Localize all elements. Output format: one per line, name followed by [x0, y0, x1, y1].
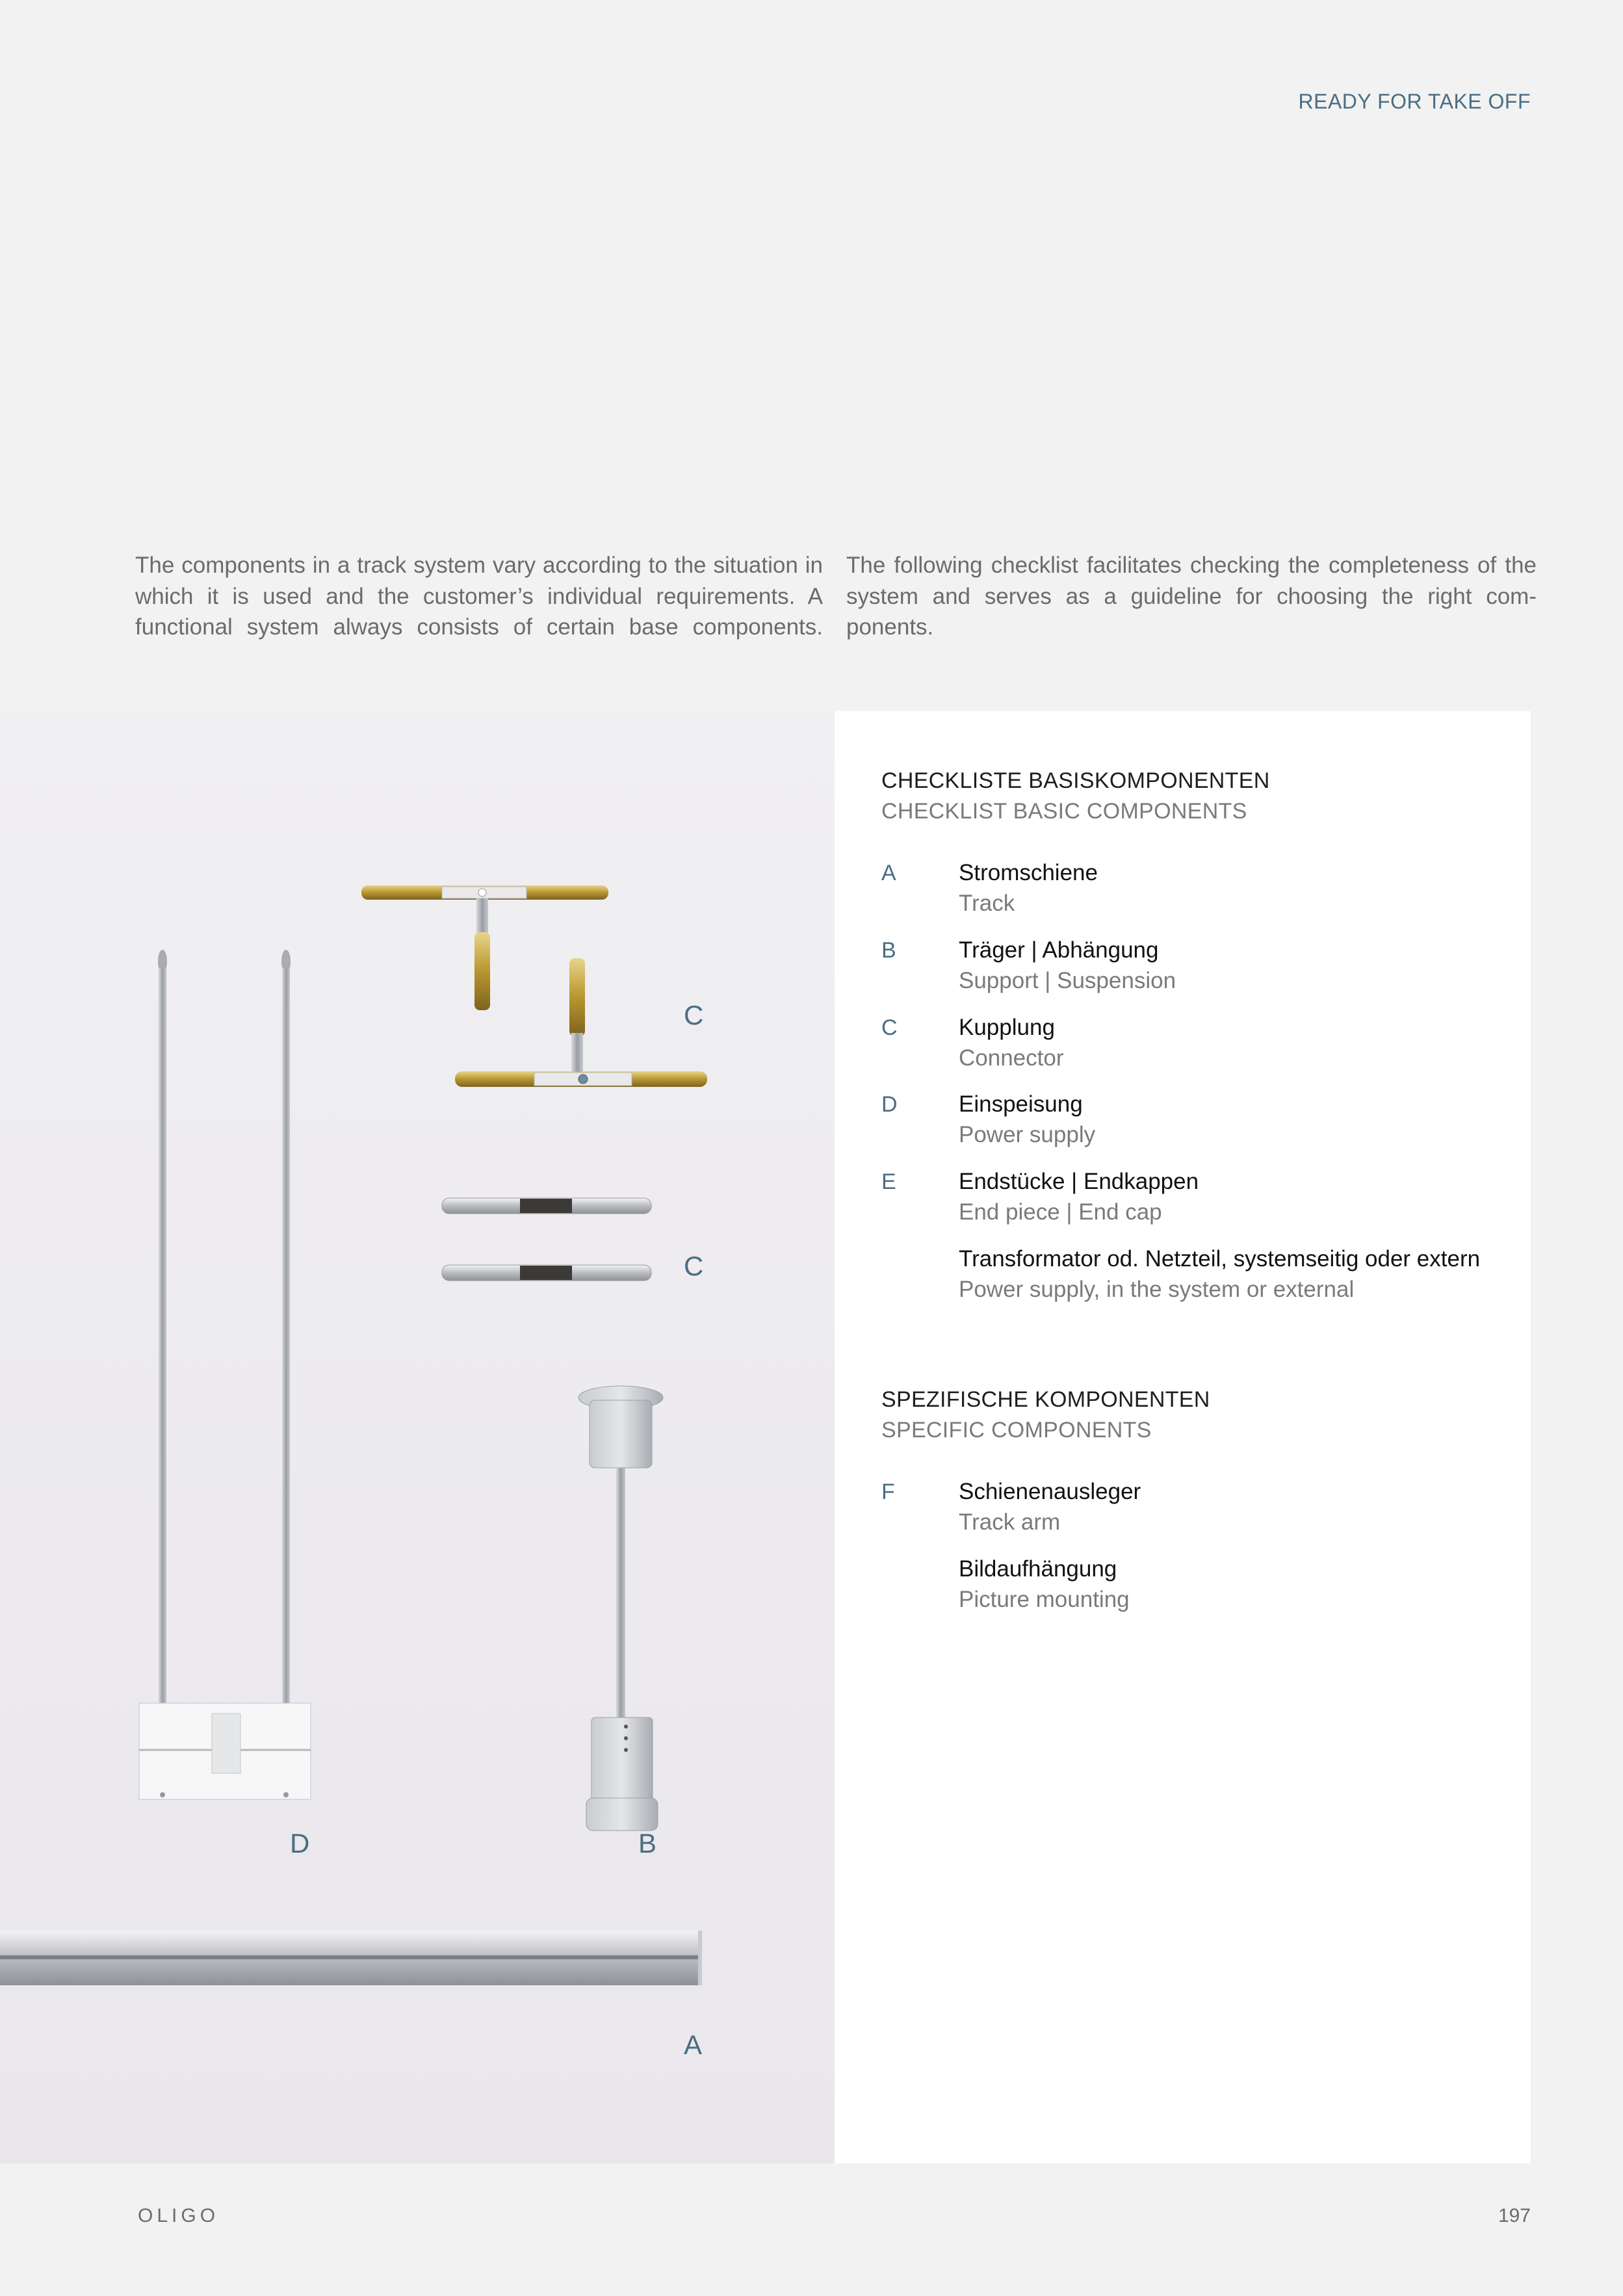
- basic-item-en: Power supply, in the system or external: [959, 1277, 1355, 1302]
- photo-label-c-top: C: [684, 1000, 704, 1030]
- basic-item-de: Kupplung: [959, 1015, 1055, 1040]
- basic-item-de: Transformator od. Netzteil, systemseitig oder extern: [959, 1246, 1481, 1272]
- t-connector-bottom: [455, 958, 707, 1087]
- intro-paragraph-left: The components in a track system vary according to the situation in which it is used and the customer’s individual requirements. A functional system always consists of certain base components.: [135, 553, 823, 640]
- basic-item-en: End piece | End cap: [959, 1199, 1162, 1225]
- running-header: READY FOR TAKE OFF: [1298, 90, 1531, 113]
- photo-label-a: A: [684, 2029, 703, 2060]
- photo-label-b: B: [638, 1828, 657, 1859]
- basic-item-de: Träger | Abhängung: [959, 937, 1159, 963]
- basic-item-en: Connector: [959, 1045, 1064, 1071]
- basic-item-letter: B: [881, 938, 896, 963]
- basic-item-de: Stromschiene: [959, 860, 1098, 885]
- power-feed-assembly: [139, 950, 311, 1799]
- suspension-assembly: [578, 1386, 663, 1831]
- basic-item-letter: D: [881, 1092, 898, 1117]
- basic-item-de: Endstücke | Endkappen: [959, 1169, 1199, 1194]
- straight-connector-1: [442, 1198, 651, 1214]
- basic-item-en: Track: [959, 891, 1015, 916]
- specific-item-de: Schienenausleger: [959, 1479, 1141, 1504]
- basic-item-de: Einspeisung: [959, 1091, 1083, 1117]
- track-profile: [0, 1931, 702, 1985]
- basic-item-letter: A: [881, 861, 896, 885]
- photo-label-d: D: [290, 1828, 310, 1859]
- photo-label-c-mid: C: [684, 1251, 704, 1281]
- product-photo: [0, 711, 835, 2163]
- page-number: 197: [1498, 2205, 1531, 2226]
- specific-item-en: Track arm: [959, 1509, 1061, 1535]
- specific-title-en: SPECIFIC COMPONENTS: [881, 1418, 1152, 1442]
- specific-item-de: Bildaufhängung: [959, 1556, 1117, 1582]
- oligo-logo: OLIGO: [138, 2205, 220, 2226]
- intro-paragraph-right: The following checklist facilitates checking the completeness of the system and serves as a guideline for choosing the right com-ponents.: [846, 553, 1537, 640]
- specific-title-de: SPEZIFISCHE KOMPONENTEN: [881, 1387, 1210, 1412]
- straight-connector-2: [442, 1265, 651, 1281]
- checklist-panel: [835, 711, 1531, 2163]
- basic-title-en: CHECKLIST BASIC COMPONENTS: [881, 799, 1247, 824]
- basic-item-letter: E: [881, 1169, 896, 1194]
- basic-item-en: Power supply: [959, 1122, 1096, 1147]
- product-photo-illustration: [0, 711, 835, 2163]
- specific-item-letter: F: [881, 1480, 895, 1504]
- basic-item-letter: C: [881, 1015, 898, 1040]
- basic-item-en: Support | Suspension: [959, 968, 1176, 993]
- specific-item-en: Picture mounting: [959, 1587, 1130, 1612]
- basic-title-de: CHECKLISTE BASISKOMPONENTEN: [881, 768, 1270, 793]
